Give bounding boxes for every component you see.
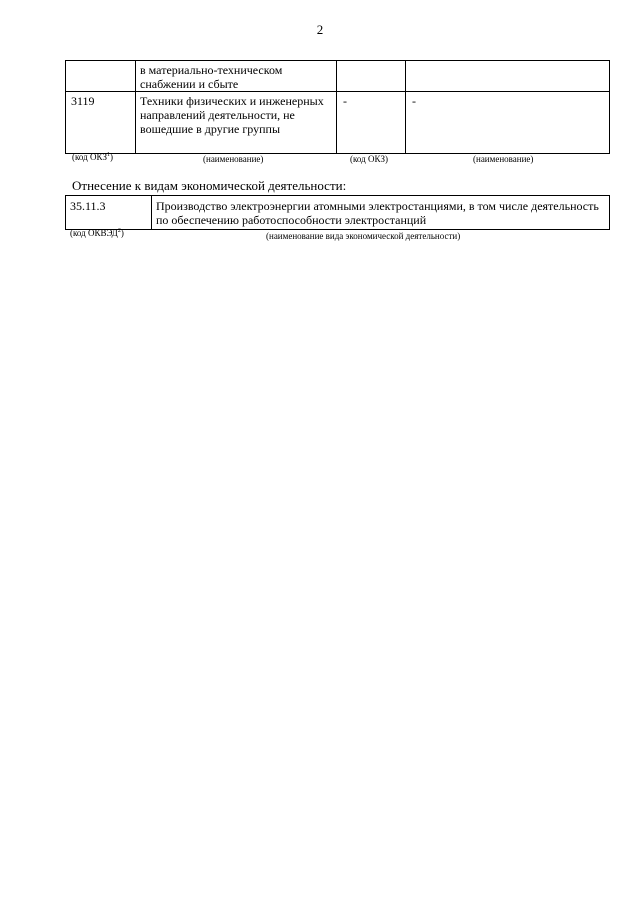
footnote-marker: 1 xyxy=(107,152,110,158)
okz-table xyxy=(65,60,610,154)
caption-okved-code xyxy=(70,228,124,239)
base-okz-code-cell: - xyxy=(337,92,406,154)
section-heading: Отнесение к видам экономической деятельности: xyxy=(72,178,347,193)
okved-name-cell: Производство электроэнергии атомными электростанциями, в том числе деятельность по обеспечению работоспособности электростанций xyxy=(152,196,610,230)
base-okz-code-cell xyxy=(337,61,406,92)
caption-okz-code-text: (код ОКЗ xyxy=(72,152,107,162)
okz-name-cell: в материально-техническом снабжении и сбыте xyxy=(136,61,337,92)
footnote-marker: 2 xyxy=(117,228,121,234)
caption-okved-code-text: (код ОКВЭД xyxy=(70,228,118,238)
caption-okved-name: (наименование вида экономической деятельности) xyxy=(266,231,461,241)
okved-code-cell: 35.11.3 xyxy=(66,196,152,230)
caption-okz-code-close: ) xyxy=(110,152,113,162)
page-number: 2 xyxy=(316,22,324,37)
table-row xyxy=(66,196,610,230)
base-okz-name-cell xyxy=(406,61,610,92)
table-row xyxy=(66,92,610,154)
okved-table xyxy=(65,195,610,230)
table-row xyxy=(66,61,610,92)
base-okz-name-cell: - xyxy=(406,92,610,154)
okz-name-cell: Техники физических и инженерных направлений деятельности, не вошедшие в другие группы xyxy=(136,92,337,154)
okz-code-cell: 3119 xyxy=(66,92,136,154)
caption-okz-name: (наименование) xyxy=(203,154,264,164)
caption-base-okz-code: (код ОКЗ) xyxy=(350,154,388,164)
caption-okved-code-close: ) xyxy=(120,228,124,238)
okz-code-cell xyxy=(66,61,136,92)
caption-base-okz-name: (наименование) xyxy=(473,154,534,164)
caption-okz-code xyxy=(72,152,113,163)
